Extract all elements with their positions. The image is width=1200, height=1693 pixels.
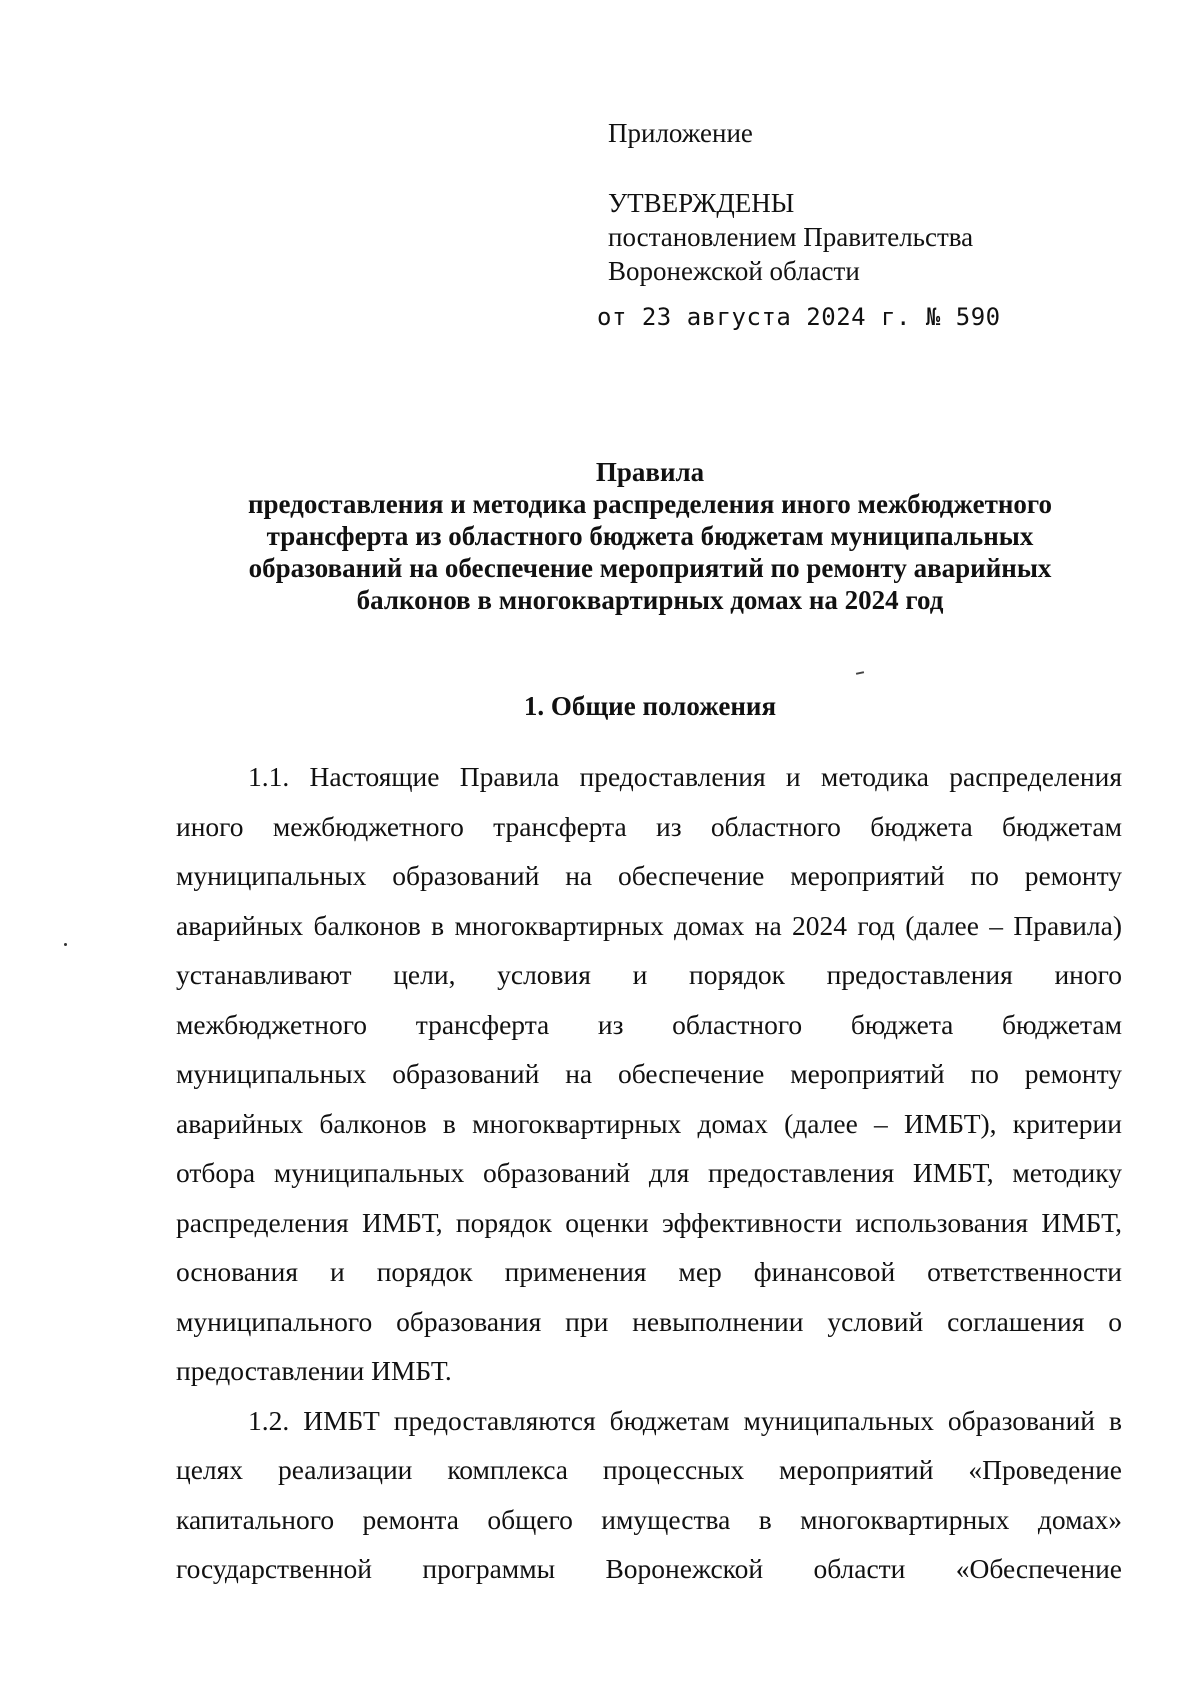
resolution-date-number: от 23 августа 2024 г. № 590 [597, 303, 1001, 331]
paragraph-line: 1.2. ИМБТ предоставляются бюджетам муниципальных образований в [248, 1404, 1122, 1436]
title-line: образований на обеспечение мероприятий по ремонту аварийных [248, 553, 1052, 583]
paragraph-line: 1.1. Настоящие Правила предоставления и методика распределения [248, 761, 1122, 792]
scan-artifact-mark [856, 671, 864, 675]
document-title [160, 456, 1140, 616]
paragraph-line: муниципального образования при невыполнении условий соглашения о [176, 1305, 1122, 1337]
title-line: трансферта из областного бюджета бюджетам муниципальных [266, 521, 1034, 551]
paragraph-line: предоставлении ИМБТ. [176, 1355, 452, 1386]
title-heading: Правила [595, 457, 705, 487]
scan-artifact-dot [64, 943, 67, 946]
approved-by-line-1: постановлением Правительства [608, 222, 974, 252]
paragraph-line: иного межбюджетного трансферта из областного бюджета бюджетам [176, 810, 1122, 842]
paragraph-line: муниципальных образований на обеспечение мероприятий по ремонту [176, 860, 1122, 891]
paragraph-line: аварийных балконов в многоквартирных домах на 2024 год (далее – Правила) [176, 909, 1122, 941]
title-line: предоставления и методика распределения иного межбюджетного [247, 489, 1053, 519]
paragraph-line: государственной программы Воронежской области «Обеспечение [176, 1553, 1122, 1584]
paragraph-line: целях реализации комплекса процессных мероприятий «Проведение [176, 1454, 1122, 1485]
section-heading: 1. Общие положения [523, 691, 777, 721]
paragraph-line: межбюджетного трансферта из областного бюджета бюджетам [176, 1008, 1122, 1040]
paragraph-line: отбора муниципальных образований для предоставления ИМБТ, методику [176, 1157, 1122, 1188]
paragraph-line: капитального ремонта общего имущества в многоквартирных домах» [176, 1503, 1122, 1535]
body-text [176, 752, 1122, 1594]
appendix-label: Приложение [608, 118, 753, 148]
paragraph-line: распределения ИМБТ, порядок оценки эффективности использования ИМБТ, [176, 1206, 1122, 1238]
paragraph-line: основания и порядок применения мер финансовой ответственности [176, 1256, 1122, 1287]
paragraph-line: аварийных балконов в многоквартирных домах (далее – ИМБТ), критерии [176, 1107, 1122, 1139]
approval-block [597, 116, 1108, 334]
paragraph-line: устанавливают цели, условия и порядок предоставления иного [176, 959, 1122, 990]
paragraph-line: муниципальных образований на обеспечение мероприятий по ремонту [176, 1058, 1122, 1089]
approved-label: УТВЕРЖДЕНЫ [608, 188, 795, 218]
approved-by-line-2: Воронежской области [608, 256, 860, 286]
title-line: балконов в многоквартирных домах на 2024 год [356, 585, 944, 615]
